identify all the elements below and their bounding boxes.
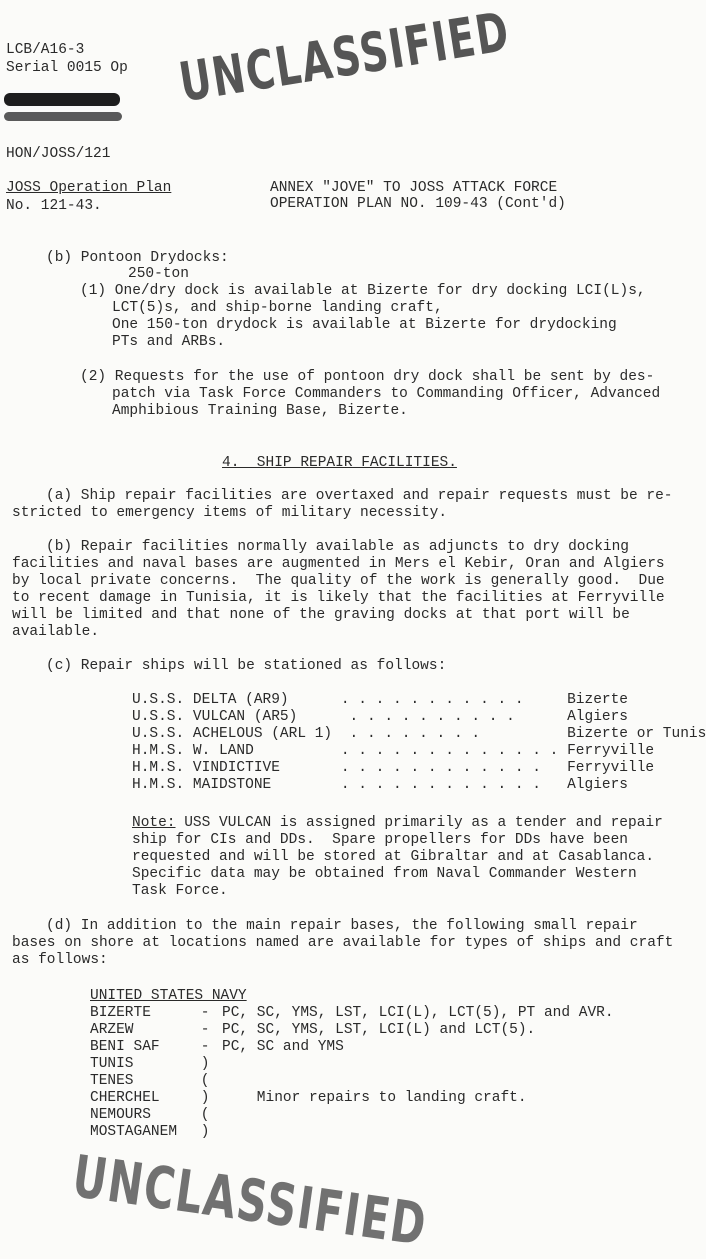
base-craft-types — [222, 1073, 614, 1090]
base-separator: ) — [192, 1124, 210, 1140]
repair-ship-row — [132, 709, 706, 726]
pontoon-item2-line1: (2) Requests for the use of pontoon dry dock shall be sent by des- — [80, 369, 655, 385]
plan-title: JOSS Operation Plan — [6, 180, 172, 196]
leader-dots: . . . . . . . . . . — [332, 709, 524, 725]
ship-name: H.M.S. W. LAND — [132, 743, 254, 759]
repair-ship-row — [132, 743, 706, 760]
redaction-bar-2 — [4, 112, 122, 121]
note-line3: requested and will be stored at Gibraltar and at Casablanca. — [132, 849, 655, 865]
para-b-line4: to recent damage in Tunisia, it is likely that the facilities at Ferryville — [12, 590, 665, 606]
bases-heading: UNITED STATES NAVY — [90, 988, 247, 1004]
ship-location: Ferryville — [567, 743, 655, 759]
ship-location: Bizerte or Tunis — [567, 726, 706, 742]
repair-ship-row — [132, 777, 706, 794]
ship-name: H.M.S. VINDICTIVE — [132, 760, 280, 776]
pontoon-item1-line2: LCT(5)s, and ship-borne landing craft, — [112, 300, 443, 316]
base-row — [90, 1039, 614, 1056]
para-b-line1: (b) Repair facilities normally available as adjuncts to dry docking — [46, 539, 629, 555]
leader-dots: . . . . . . . . — [332, 726, 489, 742]
redaction-bar — [4, 93, 120, 106]
pontoon-item2-line3: Amphibious Training Base, Bizerte. — [112, 403, 408, 419]
leader-dots: . . . . . . . . . . . . — [332, 760, 550, 776]
ship-name: U.S.S. VULCAN (AR5) — [132, 709, 298, 725]
para-d-line3: as follows: — [12, 952, 108, 968]
repair-bases-table — [90, 988, 614, 1141]
base-location: MOSTAGANEM — [90, 1124, 178, 1140]
base-row — [90, 1073, 614, 1090]
base-row — [90, 1005, 614, 1022]
base-craft-types: PC, SC and YMS — [222, 1039, 344, 1055]
base-craft-types — [222, 1107, 614, 1124]
unclassified-stamp-bottom: UNCLASSIFIED — [68, 1142, 432, 1259]
section-title: 4. SHIP REPAIR FACILITIES. — [222, 455, 457, 471]
base-row — [90, 1056, 614, 1073]
base-separator: - — [192, 1039, 219, 1055]
ship-name: U.S.S. DELTA (AR9) — [132, 692, 289, 708]
plan-number: No. 121-43. — [6, 198, 102, 214]
note-line2: ship for CIs and DDs. Spare propellers for DDs have been — [132, 832, 628, 848]
para-a-line2: stricted to emergency items of military necessity. — [12, 505, 448, 521]
leader-dots: . . . . . . . . . . . . . — [332, 743, 568, 759]
para-b-line5: will be limited and that none of the graving docks at that port will be — [12, 607, 630, 623]
pontoon-item2-line2: patch via Task Force Commanders to Commanding Officer, Advanced — [112, 386, 661, 402]
pontoon-heading: (b) Pontoon Drydocks: — [46, 250, 229, 266]
base-location: TENES — [90, 1073, 134, 1089]
para-b-line3: by local private concerns. The quality of the work is generally good. Due — [12, 573, 665, 589]
base-separator: - — [192, 1022, 219, 1038]
serial-number: Serial 0015 Op — [6, 60, 128, 76]
base-craft-types — [222, 1056, 614, 1073]
annex-plan: OPERATION PLAN NO. 109-43 (Cont'd) — [270, 196, 566, 212]
ship-location: Algiers — [567, 777, 629, 793]
base-location: BENI SAF — [90, 1039, 160, 1055]
base-location: ARZEW — [90, 1022, 134, 1038]
para-c-line1: (c) Repair ships will be stationed as follows: — [46, 658, 447, 674]
base-craft-types: PC, SC, YMS, LST, LCI(L) and LCT(5). — [222, 1022, 536, 1038]
base-row — [90, 1107, 614, 1124]
ship-name: H.M.S. MAIDSTONE — [132, 777, 272, 793]
base-separator: - — [192, 1005, 219, 1021]
base-craft-types: PC, SC, YMS, LST, LCI(L), LCT(5), PT and AVR. — [222, 1005, 614, 1021]
annex-title: ANNEX "JOVE" TO JOSS ATTACK FORCE — [270, 180, 558, 196]
para-d-line1: (d) In addition to the main repair bases, the following small repair — [46, 918, 638, 934]
base-location: TUNIS — [90, 1056, 134, 1072]
base-location: NEMOURS — [90, 1107, 151, 1123]
base-separator: ) — [192, 1056, 210, 1072]
unclassified-stamp-top: UNCLASSIFIED — [175, 0, 515, 115]
para-b-line2: facilities and naval bases are augmented in Mers el Kebir, Oran and Algiers — [12, 556, 665, 572]
repair-ship-row — [132, 726, 706, 743]
base-separator: ( — [192, 1073, 210, 1089]
note-line4: Specific data may be obtained from Naval Commander Western — [132, 866, 637, 882]
pontoon-item1-line4: PTs and ARBs. — [112, 334, 226, 350]
base-location: CHERCHEL — [90, 1090, 160, 1106]
base-row — [90, 1124, 614, 1141]
para-b-line6: available. — [12, 624, 100, 640]
pontoon-subheading: 250-ton — [128, 266, 189, 282]
file-reference: LCB/A16-3 — [6, 42, 85, 58]
note-label: Note: — [132, 815, 176, 831]
hon-reference: HON/JOSS/121 — [6, 146, 111, 162]
para-a-line1: (a) Ship repair facilities are overtaxed and repair requests must be re- — [46, 488, 673, 504]
ship-name: U.S.S. ACHELOUS (ARL 1) — [132, 726, 333, 742]
note-text: USS VULCAN is assigned primarily as a tender and repair — [175, 815, 663, 831]
note-line1 — [132, 815, 663, 832]
base-separator: ) — [192, 1090, 210, 1106]
repair-ships-list — [132, 692, 706, 794]
base-craft-types — [222, 1124, 614, 1141]
base-row — [90, 1022, 614, 1039]
repair-ship-row — [132, 760, 706, 777]
base-craft-types: Minor repairs to landing craft. — [222, 1090, 527, 1106]
base-location: BIZERTE — [90, 1005, 151, 1021]
leader-dots: . . . . . . . . . . . . — [332, 777, 550, 793]
pontoon-item1-line3: One 150-ton drydock is available at Bizerte for drydocking — [112, 317, 617, 333]
base-separator: ( — [192, 1107, 210, 1123]
repair-ship-row — [132, 692, 706, 709]
note-line5: Task Force. — [132, 883, 228, 899]
para-d-line2: bases on shore at locations named are available for types of ships and craft — [12, 935, 674, 951]
ship-location: Algiers — [567, 709, 629, 725]
leader-dots: . . . . . . . . . . . — [332, 692, 533, 708]
pontoon-item1-line1: (1) One/dry dock is available at Bizerte for dry docking LCI(L)s, — [80, 283, 646, 299]
base-row — [90, 1090, 614, 1107]
ship-location: Bizerte — [567, 692, 629, 708]
ship-location: Ferryville — [567, 760, 655, 776]
